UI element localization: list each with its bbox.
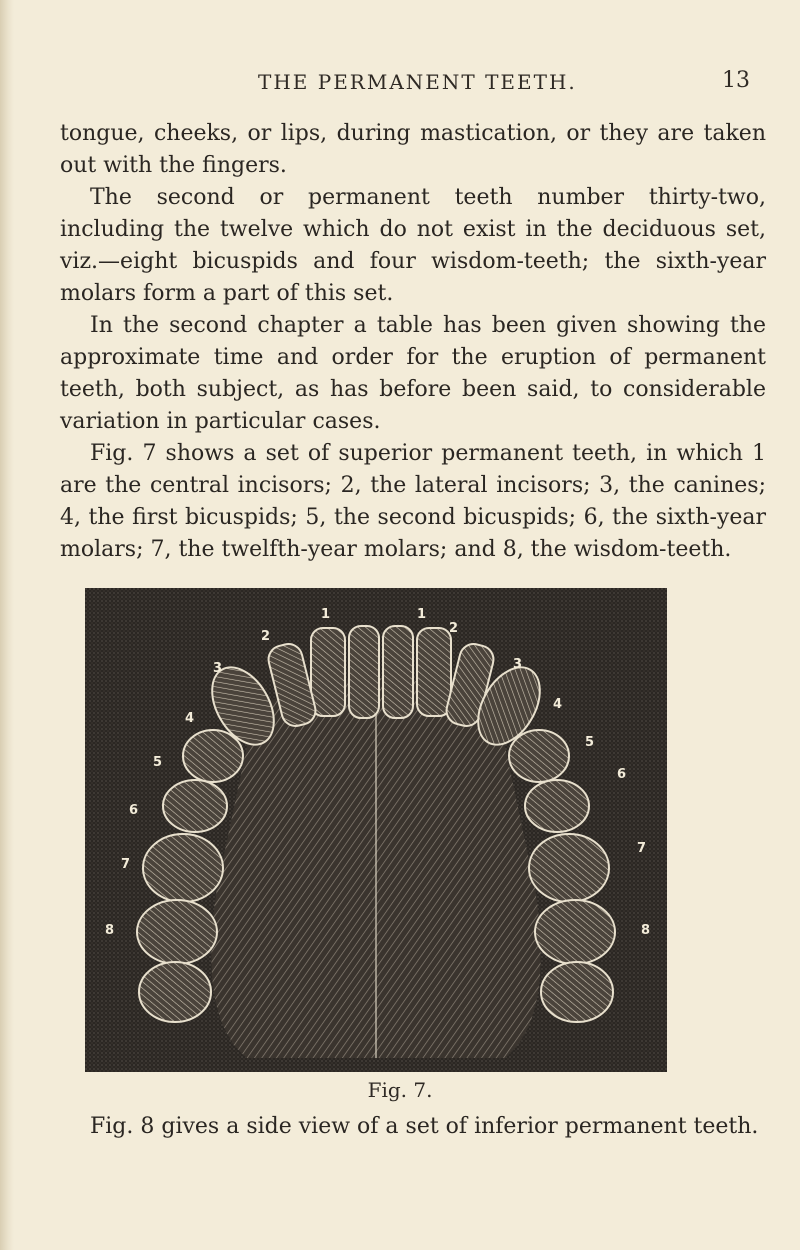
tooth-central-incisor-right-2 — [417, 628, 451, 716]
body-text — [60, 118, 766, 566]
figure-caption: Fig. 7. — [367, 1078, 433, 1102]
paragraph-eruption-table: In the second chapter a table has been given showing the approximate time and order for the eruption of permanent teeth, both subject, as has before been said, to considerable variation in particular cases. — [60, 313, 766, 434]
tooth-twelfth-year-molar-left — [137, 900, 217, 964]
tooth-first-bicuspid-right — [509, 730, 569, 782]
paragraph-permanent-teeth: The second or permanent teeth number thirty-two, including the twelve which do not exist in the deciduous set, viz.—eight bicuspids and four wisdom-teeth; the sixth-year molars form a part of this set. — [60, 185, 766, 306]
closing-text — [60, 1112, 766, 1142]
label-second-bicuspid-left: 5 — [153, 755, 163, 770]
paragraph-fig8: Fig. 8 gives a side view of a set of inferior permanent teeth. — [90, 1114, 759, 1139]
dental-arch-illustration — [85, 588, 667, 1072]
tooth-central-incisor-left-2 — [349, 626, 379, 718]
label-first-bicuspid-left: 4 — [185, 711, 195, 726]
label-first-bicuspid-right: 4 — [553, 697, 563, 712]
page-number: 13 — [722, 68, 750, 93]
figure-upper-teeth — [85, 588, 667, 1072]
tooth-second-bicuspid-right — [525, 780, 589, 832]
running-title: THE PERMANENT TEETH. — [258, 70, 577, 94]
page-binding-edge — [0, 0, 14, 1250]
label-central-incisor-right: 1 — [417, 607, 427, 622]
tooth-second-bicuspid-left — [163, 780, 227, 832]
tooth-wisdom-right — [541, 962, 613, 1022]
paragraph-continuation: tongue, cheeks, or lips, during mastication, or they are taken out with the fingers. — [60, 121, 766, 178]
tooth-wisdom-left — [139, 962, 211, 1022]
label-sixth-year-molar-left: 6 — [129, 803, 139, 818]
label-twelfth-year-molar-left: 7 — [121, 857, 131, 872]
label-twelfth-year-molar-right: 7 — [637, 841, 647, 856]
running-head — [0, 60, 800, 100]
paragraph-fig7-description: Fig. 7 shows a set of superior permanent teeth, in which 1 are the central incisors; 2, the lateral incisors; 3, the canines; 4, the first bicuspids; 5, the second bicuspids; 6, the sixth-year molars; 7, the twelfth-year molars; and 8, the wisdom-teeth. — [60, 441, 766, 562]
label-lateral-incisor-right: 2 — [449, 621, 459, 636]
tooth-central-incisor-left — [311, 628, 345, 716]
tooth-sixth-year-molar-left — [143, 834, 223, 902]
tooth-sixth-year-molar-right — [529, 834, 609, 902]
label-canine-right: 3 — [513, 657, 523, 672]
label-canine-left: 3 — [213, 661, 223, 676]
label-central-incisor-left: 1 — [321, 607, 331, 622]
tooth-first-bicuspid-left — [183, 730, 243, 782]
tooth-twelfth-year-molar-right — [535, 900, 615, 964]
label-sixth-year-molar-right: 6 — [617, 767, 627, 782]
label-wisdom-tooth-right: 8 — [641, 923, 651, 938]
label-second-bicuspid-right: 5 — [585, 735, 595, 750]
label-wisdom-tooth-left: 8 — [105, 923, 115, 938]
tooth-central-incisor-right — [383, 626, 413, 718]
label-lateral-incisor-left: 2 — [261, 629, 271, 644]
